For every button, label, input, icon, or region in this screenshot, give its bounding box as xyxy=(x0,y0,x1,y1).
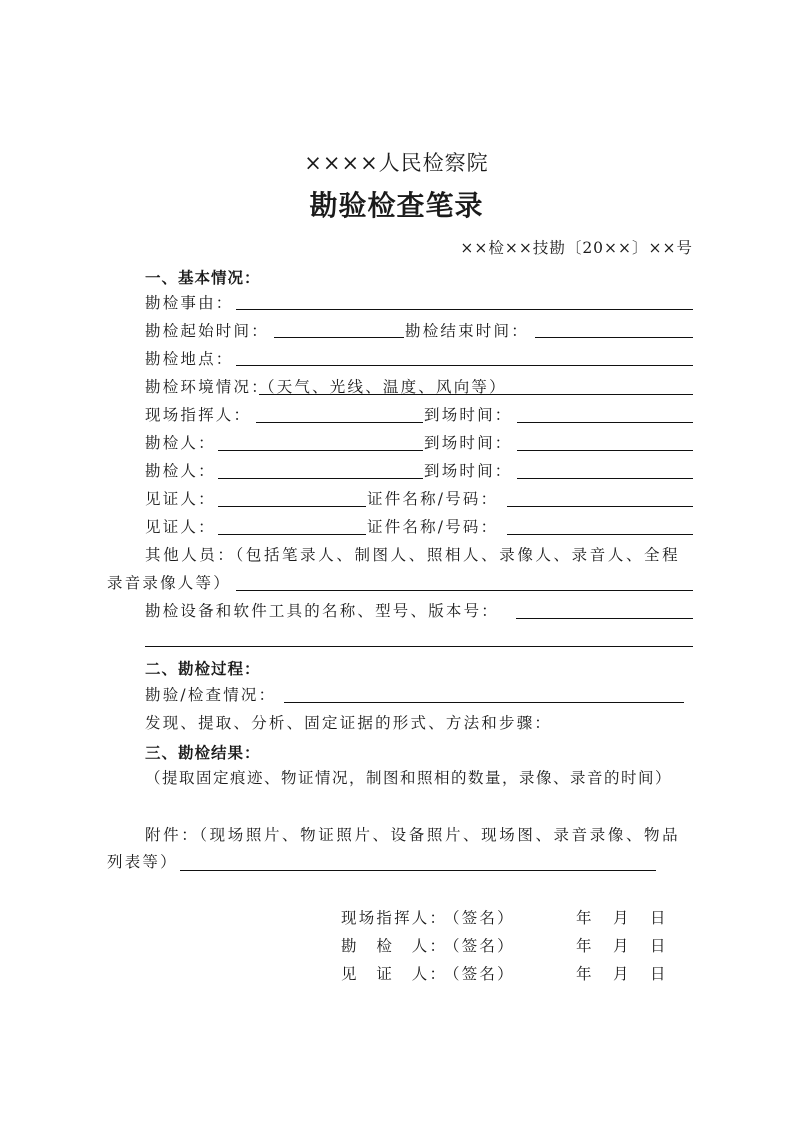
signature-witness-month: 月 xyxy=(613,965,631,983)
situation-label: 勘验/检查情况： xyxy=(145,686,277,704)
attachments-label-line1: 附件：（现场照片、物证照片、设备照片、现场图、录音录像、物品 xyxy=(145,826,681,844)
witness-2-label: 见证人： xyxy=(145,518,216,536)
commander-arrival-field[interactable] xyxy=(517,422,693,423)
attachments-field[interactable] xyxy=(180,870,656,871)
others-field[interactable] xyxy=(236,590,693,591)
environment-label: 勘检环境情况： xyxy=(145,378,269,396)
inspector-2-arrival-label: 到场时间： xyxy=(424,462,513,480)
inspector-2-field[interactable] xyxy=(218,478,423,479)
end-time-field[interactable] xyxy=(535,337,693,338)
start-time-label: 勘检起始时间： xyxy=(145,322,269,340)
environment-field[interactable] xyxy=(259,394,693,395)
equipment-field-continued[interactable] xyxy=(145,646,693,647)
location-field[interactable] xyxy=(236,365,693,366)
attachments-label-line2: 列表等） xyxy=(107,853,178,871)
inspector-1-arrival-label: 到场时间： xyxy=(424,434,513,452)
witness-1-id-field[interactable] xyxy=(507,506,693,507)
inspector-1-label: 勘检人： xyxy=(145,434,216,452)
signature-inspector-role: 勘 检 人： xyxy=(341,937,448,955)
equipment-field[interactable] xyxy=(516,618,693,619)
start-time-field[interactable] xyxy=(274,337,404,338)
environment-hint: （天气、光线、温度、风向等） xyxy=(259,378,507,396)
signature-witness-year: 年 xyxy=(576,965,594,983)
signature-witness-day: 日 xyxy=(650,965,668,983)
signature-inspector-year: 年 xyxy=(576,937,594,955)
document-number: ××检××技勘〔20××〕××号 xyxy=(460,239,693,257)
situation-field[interactable] xyxy=(284,702,684,703)
commander-arrival-label: 到场时间： xyxy=(424,406,513,424)
witness-1-id-label: 证件名称/号码： xyxy=(367,490,499,508)
signature-commander-sign[interactable]: （签名） xyxy=(444,909,515,927)
signature-commander-day: 日 xyxy=(650,909,668,927)
signature-inspector-month: 月 xyxy=(613,937,631,955)
signature-commander-role: 现场指挥人： xyxy=(341,909,448,927)
others-label-line2: 录音录像人等） xyxy=(107,574,231,592)
signature-inspector-sign[interactable]: （签名） xyxy=(444,937,515,955)
signature-witness-sign[interactable]: （签名） xyxy=(444,965,515,983)
commander-label: 现场指挥人： xyxy=(145,406,252,424)
witness-2-id-label: 证件名称/号码： xyxy=(367,518,499,536)
signature-witness-role: 见 证 人： xyxy=(341,965,448,983)
equipment-label: 勘检设备和软件工具的名称、型号、版本号： xyxy=(145,602,500,620)
location-label: 勘检地点： xyxy=(145,350,234,368)
reason-field[interactable] xyxy=(236,309,693,310)
inspector-1-arrival-field[interactable] xyxy=(517,450,693,451)
witness-2-id-field[interactable] xyxy=(507,534,693,535)
witness-1-label: 见证人： xyxy=(145,490,216,508)
others-label-line1: 其他人员：（包括笔录人、制图人、照相人、录像人、录音人、全程 xyxy=(145,546,681,564)
reason-label: 勘检事由： xyxy=(145,294,234,312)
method-label: 发现、提取、分析、固定证据的形式、方法和步骤： xyxy=(145,714,553,732)
end-time-label: 勘检结束时间： xyxy=(405,322,529,340)
signature-commander-year: 年 xyxy=(576,909,594,927)
page-title: 勘验检查笔录 xyxy=(309,189,484,222)
signature-commander-month: 月 xyxy=(613,909,631,927)
section-basic-info-heading: 一、基本情况： xyxy=(145,269,261,287)
inspector-2-label: 勘检人： xyxy=(145,462,216,480)
organization-name: ××××人民检察院 xyxy=(304,151,489,175)
section-result-heading: 三、勘检结果： xyxy=(145,744,261,762)
result-hint: （提取固定痕迹、物证情况，制图和照相的数量，录像、录音的时间） xyxy=(145,769,673,787)
section-process-heading: 二、勘检过程： xyxy=(145,660,261,678)
witness-2-field[interactable] xyxy=(218,534,366,535)
witness-1-field[interactable] xyxy=(218,506,366,507)
inspector-1-field[interactable] xyxy=(218,450,423,451)
commander-field[interactable] xyxy=(256,422,423,423)
inspector-2-arrival-field[interactable] xyxy=(517,478,693,479)
signature-inspector-day: 日 xyxy=(650,937,668,955)
